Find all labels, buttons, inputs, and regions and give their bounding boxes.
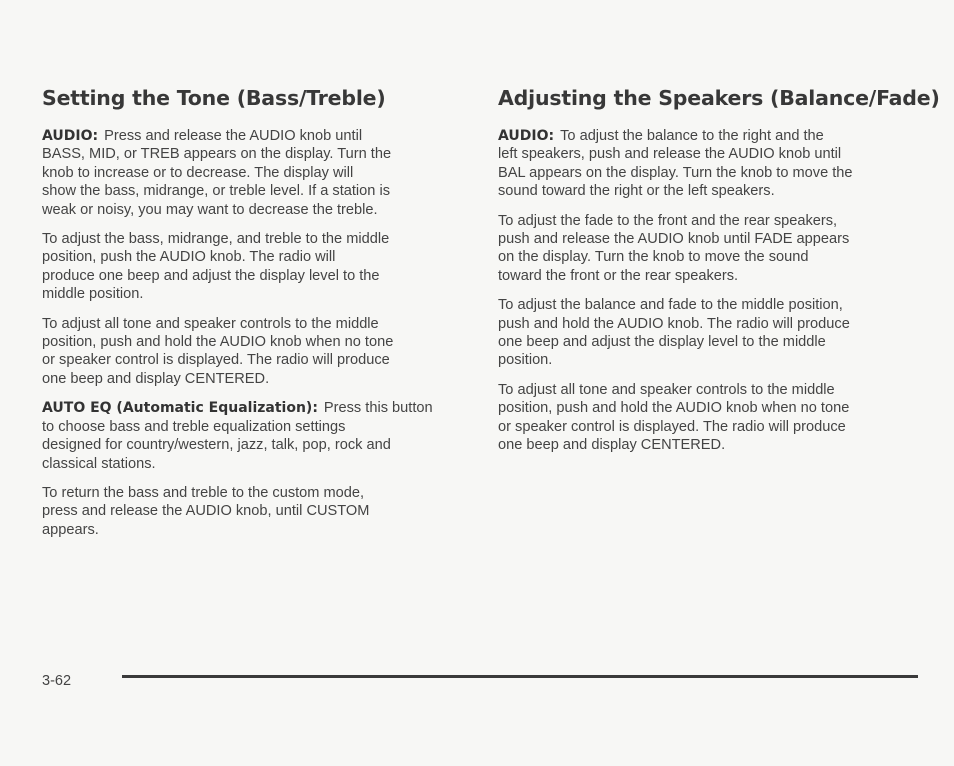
paragraph-line: one beep and adjust the display level to the middle [498, 334, 826, 351]
paragraph-line: on the display. Turn the knob to move the sound [498, 249, 809, 266]
paragraph-lead: AUDIO: [42, 128, 99, 144]
paragraph-line: sound toward the right or the left speakers. [498, 183, 775, 200]
paragraph-line: press and release the AUDIO knob, until CUSTOM [42, 503, 370, 520]
paragraph-line: knob to increase or to decrease. The display will [42, 164, 354, 181]
paragraph [498, 127, 918, 201]
paragraph-line: show the bass, midrange, or treble level. If a station is [42, 183, 390, 200]
paragraph [42, 399, 467, 473]
paragraph-line: weak or noisy, you may want to decrease the treble. [42, 201, 378, 218]
paragraph-line: produce one beep and adjust the display level to the [42, 267, 380, 284]
page-number: 3-62 [42, 673, 72, 689]
right-body [498, 127, 918, 455]
paragraph-line: To adjust all tone and speaker controls to the middle [498, 381, 835, 398]
left-body [42, 127, 467, 539]
paragraph-line: position, push and hold the AUDIO knob when no tone [498, 400, 850, 417]
paragraph-line: To adjust the balance to the right and the [560, 128, 824, 144]
paragraph-line: BAL appears on the display. Turn the knob to move the [498, 164, 853, 181]
section-heading-speakers: Adjusting the Speakers (Balance/Fade) [498, 86, 940, 110]
paragraph-line: to choose bass and treble equalization settings [42, 418, 346, 435]
paragraph-line: appears. [42, 521, 99, 538]
paragraph [42, 484, 467, 539]
paragraph-line: left speakers, push and release the AUDIO knob until [498, 146, 842, 163]
paragraph [498, 212, 918, 286]
paragraph-line: position, push the AUDIO knob. The radio will [42, 249, 336, 266]
paragraph-line: To return the bass and treble to the custom mode, [42, 484, 365, 501]
paragraph-lead: AUDIO: [498, 128, 555, 144]
paragraph-lead: AUTO EQ (Automatic Equalization): [42, 400, 318, 417]
paragraph-line: toward the front or the rear speakers. [498, 267, 739, 284]
footer-rule [122, 675, 918, 678]
paragraph-line: To adjust the balance and fade to the middle position, [498, 297, 843, 314]
paragraph [498, 381, 918, 455]
paragraph [42, 230, 467, 304]
paragraph-line: or speaker control is displayed. The radio will produce [498, 418, 846, 435]
paragraph-line: one beep and display CENTERED. [42, 370, 270, 387]
paragraph-line: middle position. [42, 286, 144, 303]
paragraph-line: BASS, MID, or TREB appears on the display. Turn the [42, 146, 392, 163]
paragraph-line: To adjust all tone and speaker controls to the middle [42, 315, 379, 332]
paragraph-line: To adjust the fade to the front and the rear speakers, [498, 212, 838, 229]
left-column [42, 86, 467, 550]
paragraph-line: position, push and hold the AUDIO knob when no tone [42, 334, 394, 351]
paragraph-line: classical stations. [42, 455, 156, 472]
paragraph [42, 127, 467, 219]
paragraph-line: Press this button [323, 400, 433, 417]
paragraph [498, 296, 918, 370]
paragraph-line: or speaker control is displayed. The radio will produce [42, 352, 390, 369]
right-column [498, 86, 940, 466]
paragraph-line: position. [498, 352, 553, 369]
paragraph-line: Press and release the AUDIO knob until [104, 128, 363, 144]
paragraph-line: one beep and display CENTERED. [498, 437, 726, 454]
paragraph-line: To adjust the bass, midrange, and treble to the middle [42, 231, 390, 248]
paragraph-line: push and hold the AUDIO knob. The radio will produce [498, 315, 850, 332]
paragraph-line: designed for country/western, jazz, talk, pop, rock and [42, 437, 391, 454]
section-heading-tone: Setting the Tone (Bass/Treble) [42, 86, 386, 110]
paragraph-line: push and release the AUDIO knob until FADE appears [498, 231, 850, 248]
paragraph [42, 315, 467, 389]
